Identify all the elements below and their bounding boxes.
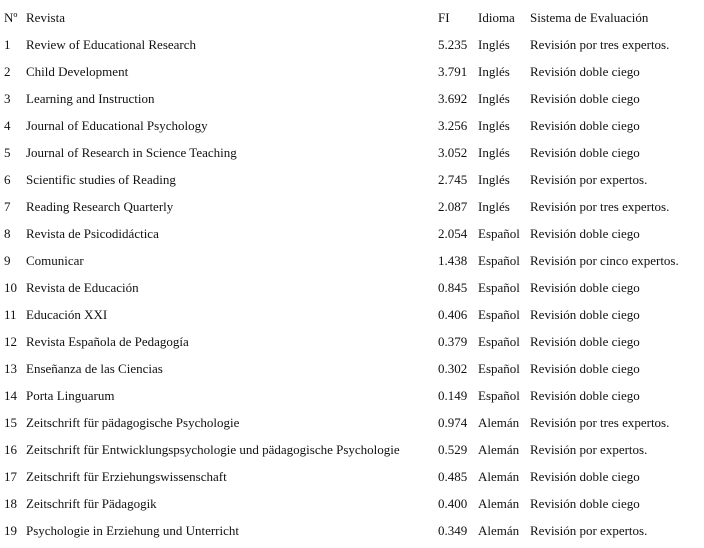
cell-sistema: Revisión por expertos. (530, 172, 648, 187)
cell-fi: 3.052 (438, 145, 468, 160)
header-num: Nº (4, 10, 18, 25)
table-row (4, 490, 700, 517)
cell-revista: Revista de Educación (26, 280, 139, 295)
cell-fi: 0.529 (438, 442, 468, 457)
cell-revista: Child Development (26, 64, 129, 79)
cell-revista: Learning and Instruction (26, 91, 155, 106)
cell-idioma: Español (478, 253, 520, 268)
table-row (4, 85, 700, 112)
cell-idioma: Alemán (478, 442, 520, 457)
cell-num: 2 (4, 64, 11, 79)
table-row (4, 31, 700, 58)
cell-idioma: Inglés (478, 37, 510, 52)
cell-idioma: Inglés (478, 118, 510, 133)
table-row (4, 247, 700, 274)
cell-revista: Revista de Psicodidáctica (26, 226, 159, 241)
cell-fi: 0.974 (438, 415, 468, 430)
cell-sistema: Revisión doble ciego (530, 280, 640, 295)
cell-sistema: Revisión doble ciego (530, 334, 640, 349)
cell-idioma: Inglés (478, 64, 510, 79)
cell-fi: 2.087 (438, 199, 468, 214)
cell-revista: Reading Research Quarterly (26, 199, 174, 214)
cell-revista: Revista Española de Pedagogía (26, 334, 189, 349)
table-row (4, 328, 700, 355)
cell-num: 3 (4, 91, 11, 106)
cell-sistema: Revisión por cinco expertos. (530, 253, 679, 268)
cell-fi: 1.438 (438, 253, 468, 268)
cell-idioma: Español (478, 280, 520, 295)
cell-idioma: Alemán (478, 415, 520, 430)
cell-sistema: Revisión doble ciego (530, 496, 640, 511)
cell-sistema: Revisión doble ciego (530, 361, 640, 376)
cell-fi: 0.149 (438, 388, 468, 403)
cell-fi: 0.406 (438, 307, 468, 322)
cell-idioma: Español (478, 361, 520, 376)
cell-fi: 0.302 (438, 361, 468, 376)
cell-revista: Zeitschrift für Entwicklungspsychologie und pädagogische Psychologie (26, 442, 400, 457)
table-row (4, 139, 700, 166)
cell-revista: Journal of Research in Science Teaching (26, 145, 237, 160)
cell-idioma: Alemán (478, 496, 520, 511)
cell-num: 14 (4, 388, 17, 403)
cell-num: 7 (4, 199, 11, 214)
cell-sistema: Revisión doble ciego (530, 145, 640, 160)
cell-num: 16 (4, 442, 17, 457)
cell-num: 11 (4, 307, 17, 322)
table-row (4, 166, 700, 193)
table-row (4, 409, 700, 436)
cell-sistema: Revisión doble ciego (530, 91, 640, 106)
cell-fi: 3.692 (438, 91, 468, 106)
cell-idioma: Alemán (478, 523, 520, 538)
cell-fi: 2.054 (438, 226, 468, 241)
cell-num: 18 (4, 496, 17, 511)
cell-num: 8 (4, 226, 11, 241)
cell-revista: Journal of Educational Psychology (26, 118, 208, 133)
cell-sistema: Revisión doble ciego (530, 469, 640, 484)
cell-revista: Enseñanza de las Ciencias (26, 361, 163, 376)
cell-revista: Zeitschrift für Erziehungswissenschaft (26, 469, 227, 484)
cell-fi: 0.845 (438, 280, 468, 295)
cell-fi: 5.235 (438, 37, 468, 52)
cell-idioma: Alemán (478, 469, 520, 484)
table-row (4, 382, 700, 409)
cell-revista: Comunicar (26, 253, 84, 268)
cell-revista: Educación XXI (26, 307, 108, 322)
cell-revista: Zeitschrift für Pädagogik (26, 496, 157, 511)
cell-sistema: Revisión doble ciego (530, 226, 640, 241)
cell-sistema: Revisión doble ciego (530, 388, 640, 403)
cell-num: 4 (4, 118, 11, 133)
cell-revista: Scientific studies of Reading (26, 172, 176, 187)
header-idioma: Idioma (478, 10, 515, 25)
cell-num: 17 (4, 469, 17, 484)
header-fi: FI (438, 10, 450, 25)
cell-sistema: Revisión por expertos. (530, 442, 648, 457)
cell-revista: Zeitschrift für pädagogische Psychologie (26, 415, 240, 430)
cell-num: 5 (4, 145, 11, 160)
table-row (4, 301, 700, 328)
journals-table (4, 4, 700, 544)
header-sistema: Sistema de Evaluación (530, 10, 649, 25)
cell-idioma: Inglés (478, 172, 510, 187)
cell-fi: 2.745 (438, 172, 468, 187)
cell-fi: 3.791 (438, 64, 468, 79)
header-row (4, 4, 700, 31)
cell-sistema: Revisión por tres expertos. (530, 415, 670, 430)
cell-sistema: Revisión doble ciego (530, 64, 640, 79)
cell-num: 13 (4, 361, 17, 376)
table-row (4, 517, 700, 544)
cell-idioma: Inglés (478, 91, 510, 106)
cell-num: 1 (4, 37, 11, 52)
cell-revista: Porta Linguarum (26, 388, 115, 403)
header-revista: Revista (26, 10, 65, 25)
cell-idioma: Español (478, 388, 520, 403)
cell-idioma: Inglés (478, 145, 510, 160)
cell-num: 9 (4, 253, 11, 268)
cell-fi: 0.349 (438, 523, 468, 538)
table-row (4, 355, 700, 382)
cell-idioma: Español (478, 226, 520, 241)
cell-num: 6 (4, 172, 11, 187)
cell-revista: Psychologie in Erziehung und Unterricht (26, 523, 240, 538)
cell-revista: Review of Educational Research (26, 37, 197, 52)
cell-fi: 3.256 (438, 118, 468, 133)
cell-sistema: Revisión por expertos. (530, 523, 648, 538)
cell-num: 19 (4, 523, 17, 538)
table-row (4, 436, 700, 463)
cell-sistema: Revisión por tres expertos. (530, 37, 670, 52)
cell-idioma: Español (478, 307, 520, 322)
table-row (4, 58, 700, 85)
cell-sistema: Revisión doble ciego (530, 118, 640, 133)
cell-sistema: Revisión doble ciego (530, 307, 640, 322)
cell-fi: 0.379 (438, 334, 468, 349)
table-row (4, 220, 700, 247)
table-row (4, 463, 700, 490)
cell-fi: 0.400 (438, 496, 468, 511)
table-row (4, 193, 700, 220)
cell-fi: 0.485 (438, 469, 468, 484)
cell-sistema: Revisión por tres expertos. (530, 199, 670, 214)
table-row (4, 112, 700, 139)
cell-num: 15 (4, 415, 17, 430)
cell-idioma: Inglés (478, 199, 510, 214)
cell-num: 12 (4, 334, 17, 349)
cell-num: 10 (4, 280, 17, 295)
table-row (4, 274, 700, 301)
cell-idioma: Español (478, 334, 520, 349)
